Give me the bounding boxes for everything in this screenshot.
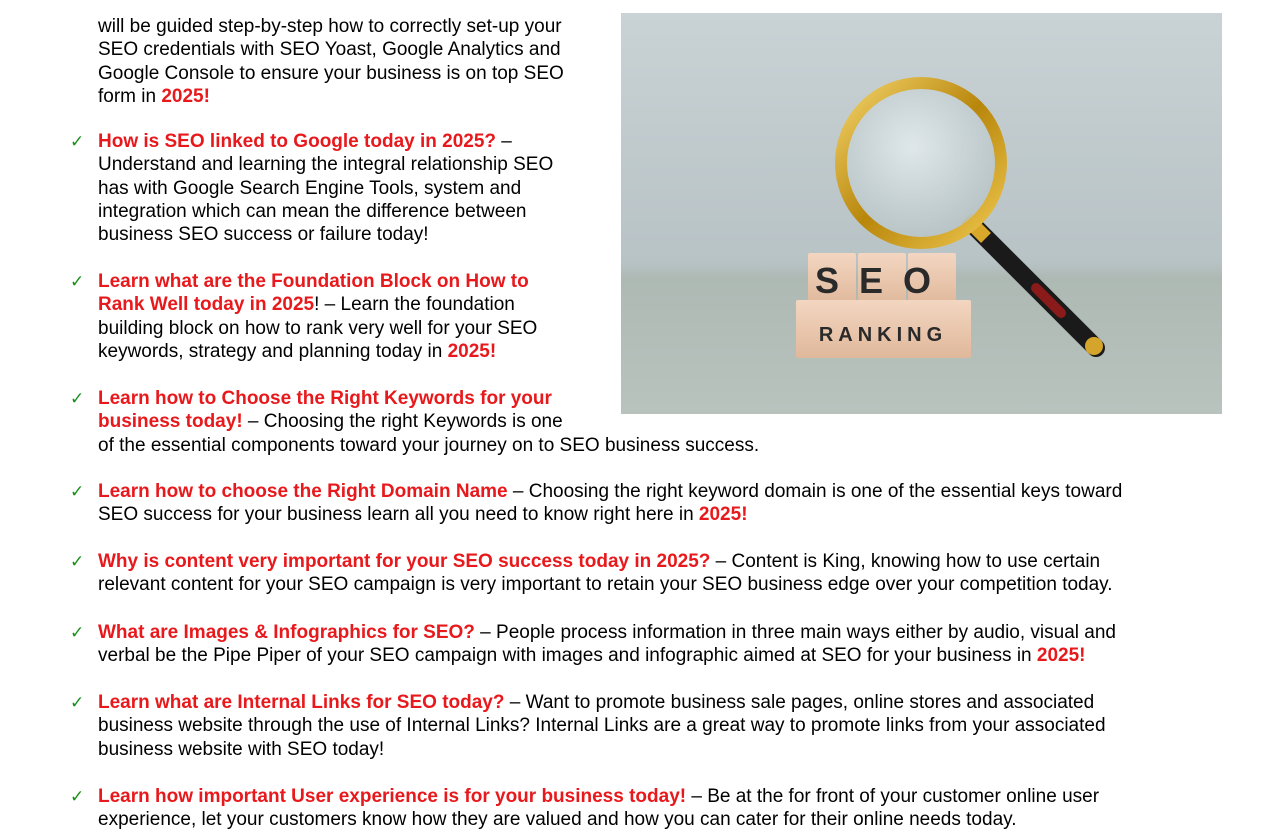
- list-item: Learn what are the Foundation Block on How to Rank Well today in 2025! – Learn the foundation building block on how to rank very well for your SEO keywords, strategy and planning today in 2025!: [98, 271, 538, 362]
- item-title: Learn how to Choose the Right Keywords for your: [98, 388, 552, 409]
- list-item: Learn what are Internal Links for SEO today? – Want to promote business sale pages, online stores and associated business website through the use of Internal Links? Internal Links are a great way to promote links from your associated business website with SEO today!: [98, 692, 1106, 760]
- check-icon: ✓: [70, 693, 85, 712]
- item-title: Learn what are Internal Links for SEO today?: [98, 692, 505, 713]
- item-title: business today!: [98, 411, 243, 433]
- intro-paragraph: [98, 15, 598, 108]
- seo-block-label: SEO: [814, 260, 952, 301]
- item-title: What are Images & Infographics for SEO?: [98, 622, 475, 643]
- intro-line: will be guided step-by-step how to correctly set-up your: [98, 16, 562, 37]
- item-title: Learn how to choose the Right Domain Name: [98, 481, 508, 502]
- check-icon: ✓: [70, 389, 85, 408]
- intro-line: Google Console to ensure your business is on top SEO: [98, 62, 564, 84]
- seo-ranking-image: [621, 13, 1222, 414]
- list-item: How is SEO linked to Google today in 2025? – Understand and learning the integral relationship SEO has with Google Search Engine Tools, system and integration which can mean the difference between business SEO success or failure today!: [98, 131, 554, 246]
- intro-line: SEO credentials with SEO Yoast, Google Analytics and: [98, 39, 561, 61]
- list-item: Learn how to choose the Right Domain Name – Choosing the right keyword domain is one of the essential keys toward SEO success for your business learn all you need to know right here in 2025!: [98, 481, 1123, 526]
- check-icon: ✓: [70, 552, 85, 571]
- item-title: Why is content very important for your SEO success today in 2025?: [98, 551, 711, 572]
- list-item: Learn how important User experience is for your business today! – Be at the for front of your customer online user experience, let your customers know how they are valued and how you can cater for their online needs today.: [98, 786, 1100, 831]
- item-title: Learn what are the Foundation Block on How to: [98, 271, 529, 292]
- check-icon: ✓: [70, 623, 85, 642]
- ranking-block-label: RANKING: [818, 324, 948, 346]
- list-item: Learn how to Choose the Right Keywords for your business today! – Choosing the right Keywords is one of the essential components toward your journey on to SEO business success.: [98, 388, 760, 456]
- list-item: Why is content very important for your SEO success today in 2025? – Content is King, knowing how to use certain relevant content for your SEO campaign is very important to retain your SEO business edge over your competition today.: [98, 551, 1113, 596]
- check-icon: ✓: [70, 272, 85, 291]
- check-icon: ✓: [70, 132, 85, 151]
- item-title: How is SEO linked to Google today in 2025?: [98, 131, 497, 152]
- seo-blocks: [796, 253, 971, 358]
- item-title: Rank Well today in 2025: [98, 294, 315, 316]
- list-item: What are Images & Infographics for SEO? – People process information in three main ways either by audio, visual and verbal be the Pipe Piper of your SEO campaign with images and infographic aimed at SEO for your business in 2025!: [98, 622, 1116, 667]
- intro-line: form in 2025!: [98, 85, 210, 107]
- check-icon: ✓: [70, 787, 85, 806]
- check-icon: ✓: [70, 482, 85, 501]
- year-highlight: 2025!: [698, 504, 748, 526]
- year-highlight: 2025!: [161, 85, 210, 107]
- year-highlight: 2025!: [447, 340, 497, 362]
- item-title: Learn how important User experience is for your business today!: [98, 786, 687, 807]
- year-highlight: 2025!: [1036, 645, 1086, 667]
